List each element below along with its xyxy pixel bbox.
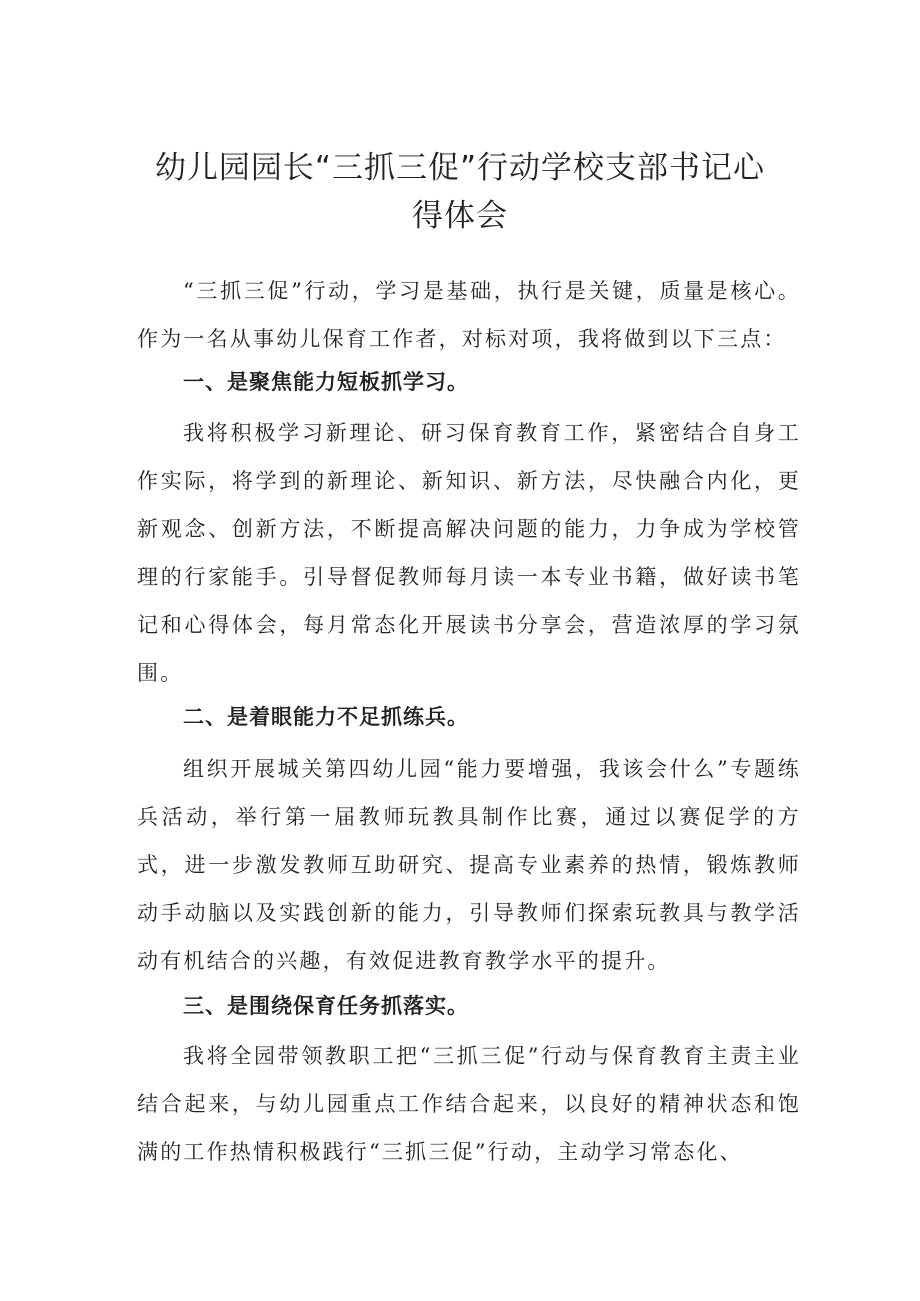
section-paragraph-2: 组织开展城关第四幼儿园“能力要增强，我该会什么”专题练兵活动，举行第一届教师玩教具制作比赛，通过以赛促学的方式，进一步激发教师互助研究、提高专业素养的热情，锻炼教师动手动脑以及实践创新的能力，引导教师们探索玩教具与教学活动有机结合的兴趣，有效促进教育教学水平的提升。 xyxy=(137,757,801,973)
section-heading-3: 三、是围绕保育任务抓落实。 xyxy=(183,994,469,1018)
document-title-line-1: 幼儿园园长“三抓三促”行动学校支部书记心 xyxy=(154,150,766,186)
section-paragraph-3: 我将全园带领教职工把“三抓三促”行动与保育教育主责主业结合起来，与幼儿园重点工作结合起来，以良好的精神状态和饱满的工作热情积极践行“三抓三促”行动，主动学习常态化、 xyxy=(137,1044,801,1164)
section-paragraph-1: 我将积极学习新理论、研习保育教育工作，紧密结合自身工作实际，将学到的新理论、新知识、新方法，尽快融合内化，更新观念、创新方法，不断提高解决问题的能力，力争成为学校管理的行家能手。引导督促教师每月读一本专业书籍，做好读书笔记和心得体会，每月常态化开展读书分享会，营造浓厚的学习氛围。 xyxy=(137,421,801,685)
section-heading-1: 一、是聚焦能力短板抓学习。 xyxy=(183,370,469,394)
section-heading-2: 二、是着眼能力不足抓练兵。 xyxy=(183,705,469,729)
document-title-line-2: 得体会 xyxy=(412,198,508,234)
intro-paragraph: “三抓三促”行动，学习是基础，执行是关键，质量是核心。作为一名从事幼儿保育工作者，对标对项，我将做到以下三点： xyxy=(137,279,801,351)
